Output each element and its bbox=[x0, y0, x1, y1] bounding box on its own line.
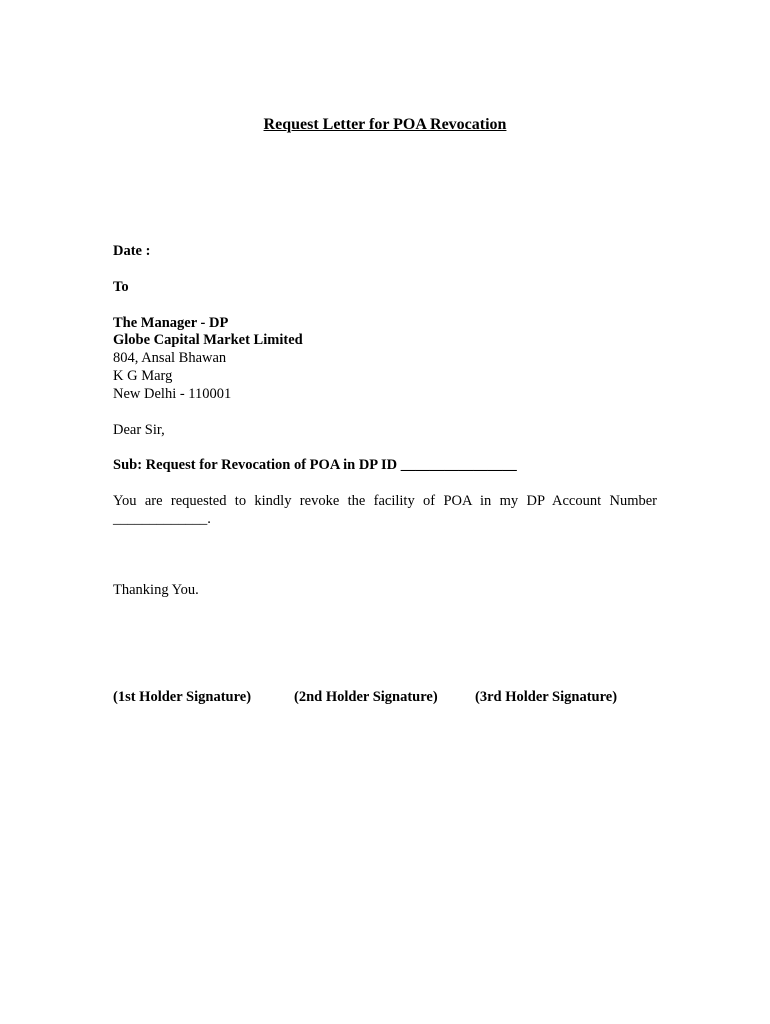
recipient-designation: The Manager - DP bbox=[113, 315, 229, 331]
subject-line: Sub: Request for Revocation of POA in DP ID ________________ bbox=[113, 457, 517, 473]
recipient-address-line3: New Delhi - 110001 bbox=[113, 386, 232, 402]
third-holder-signature: (3rd Holder Signature) bbox=[475, 689, 618, 705]
recipient-address-line2: K G Marg bbox=[113, 368, 173, 384]
second-holder-signature: (2nd Holder Signature) bbox=[294, 689, 438, 705]
body-line-2-account-blank: _____________. bbox=[113, 511, 211, 527]
recipient-company: Globe Capital Market Limited bbox=[113, 332, 303, 348]
letter-title: Request Letter for POA Revocation bbox=[263, 116, 507, 133]
body-line-1: You are requested to kindly revoke the facility of POA in my DP Account Number bbox=[113, 493, 657, 509]
date-label: Date : bbox=[113, 243, 151, 259]
salutation: Dear Sir, bbox=[113, 422, 165, 438]
to-label: To bbox=[113, 279, 129, 295]
closing: Thanking You. bbox=[113, 582, 199, 598]
first-holder-signature: (1st Holder Signature) bbox=[113, 689, 252, 705]
recipient-address-line1: 804, Ansal Bhawan bbox=[113, 350, 227, 366]
